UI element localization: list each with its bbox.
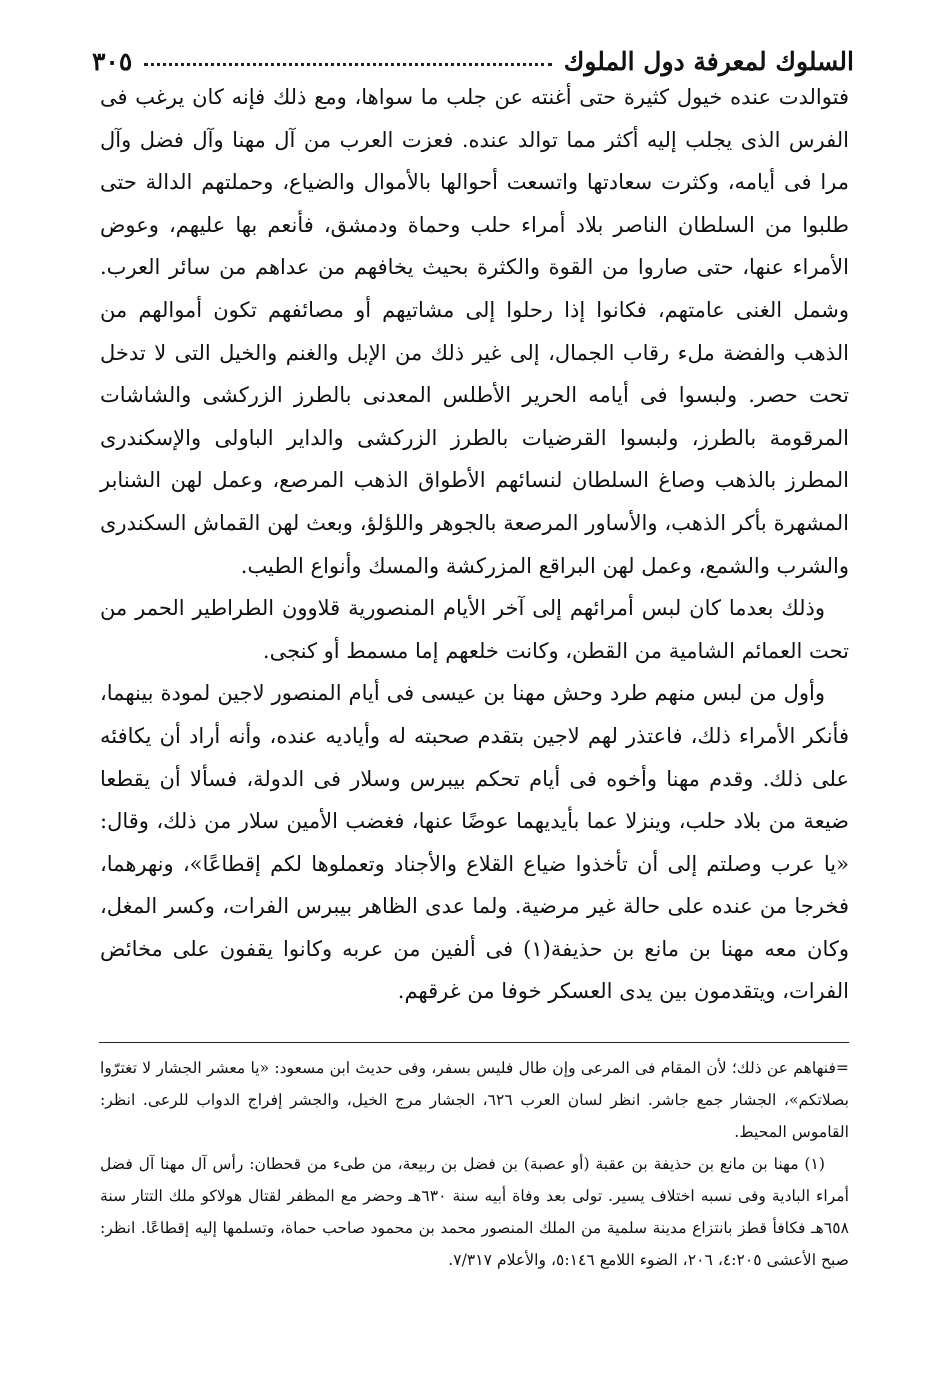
main-text [100,76,849,1013]
paragraph-1: فتوالدت عنده خيول كثيرة حتى أغنته عن جلب ما سواها، ومع ذلك فإنه كان يرغب فى الفرس الذى يجلب إليه أكثر مما توالد عنده. فعزت العرب من آل مهنا وآل فضل وآل مرا فى أيامه، وكثرت سعادتها واتسعت أحوالها بالأموال والضياع، وحملتهم الدالة حتى طلبوا من السلطان الناصر بلاد أمراء حلب وحماة ودمشق، فأنعم بها عليهم، وعوض الأمراء عنها، حتى صاروا من القوة والكثرة بحيث يخافهم من عداهم من سائر العرب. وشمل الغنى عامتهم، فكانوا إذا رحلوا إلى مشاتيهم أو مصائفهم تكون أموالهم من الذهب والفضة ملء رقاب الجمال، إلى غير ذلك من الإبل والغنم والخيل التى لا تدخل تحت حصر. ولبسوا فى أيامه الحرير الأطلس المعدنى بالطرز الزركشى والشاشات المرقومة بالطرز، ولبسوا القرضيات بالطرز الزركشى والداير الباولى والإسكندرى المطرز بالذهب وصاغ السلطان لنسائهم الأطواق الذهب المرصع، وعمل لهن الشنابر المشهرة بأكر الذهب، والأساور المرصعة بالجوهر واللؤلؤ، وبعث لهن القماش السكندرى والشرب والشمع، وعمل لهن البراقع المزركشة والمسك وأنواع الطيب. [100,85,849,578]
running-title: السلوك لمعرفة دول الملوك [563,47,854,76]
page-header [92,32,854,76]
header-leader-dots [144,62,551,66]
paragraph-2: وذلك بعدما كان لبس أمرائهم إلى آخر الأيام المنصورية قلاوون الطراطير الحمر من تحت العمائم الشامية من القطن، وكانت خلعهم إما مسمط أو كنجى. [100,596,849,663]
footnote-continuation: =فنهاهم عن ذلك؛ لأن المقام فى المرعى وإن طال فليس بسفر، وفى حديث ابن مسعود: «يا معشر الجشار لا تغترّوا بصلاتكم»، الجشار جمع جاشر. انظر لسان العرب ٦٢٦، الجشار مرج الخيل، والجشر إفراج الدواب للرعى. انظر: القاموس المحيط. [100,1059,849,1141]
paragraph-3: وأول من لبس منهم طرد وحش مهنا بن عيسى فى أيام المنصور لاجين لمودة بينهما، فأنكر الأمراء ذلك، فاعتذر لهم لاجين بتقدم صحبته له وأياديه عنده، وأنه أراد أن يكافئه على ذلك. وقدم مهنا وأخوه فى أيام تحكم بيبرس وسلار فى الدولة، فسألا أن يقطعا ضيعة من بلاد حلب، وينزلا عما بأيديهما عوضًا عنها، فغضب الأمين سلار من ذلك، وقال: «يا عرب وصلتم إلى أن تأخذوا ضياع القلاع والأجناد وتعملوها لكم إقطاعًا»، ونهرهما، فخرجا من عنده على حالة غير مرضية. ولما عدى الظاهر بيبرس الفرات، وكسر المغل، وكان معه مهنا بن مانع بن حذيفة(١) فى ألفين من عربه وكانوا يقفون على مخائض الفرات، ويتقدمون بين يدى العسكر خوفا من غرقهم. [100,681,849,1004]
footnotes [100,1052,849,1276]
footnote-separator [99,1042,849,1043]
footnote-1: (١) مهنا بن مانع بن حذيفة بن عقبة (أو عصبة) بن فضل بن ربيعة، من طىء من قحطان: رأس آل مهنا آل فضل أمراء البادية وفى نسبه اختلاف يسير. تولى بعد وفاة أبيه سنة ٦٣٠هـ وحضر مع المظفر لقتال هولاكو ملك التتار سنة ٦٥٨هـ فكافأ قطز بانتزاع مدينة سلمية من الملك المنصور محمد بن محمود صاحب حماة، وتسلمها إليه إقطاعًا. انظر: صبح الأعشى ٤:٢٠٥، ٢٠٦، الضوء اللامع ٥:١٤٦، والأعلام ٧/٣١٧. [100,1155,849,1269]
page-number: ٣٠٥ [92,47,133,76]
